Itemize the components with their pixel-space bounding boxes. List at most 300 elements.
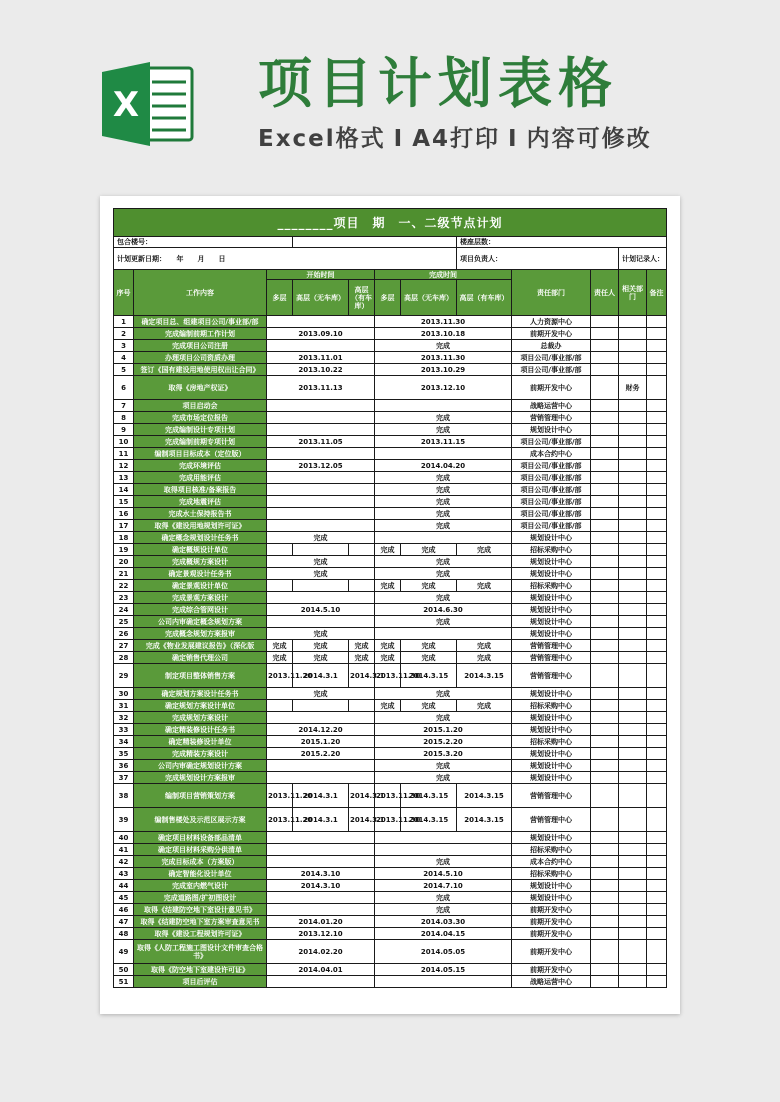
- finish-date-cell[interactable]: 2014.05.05: [375, 940, 512, 964]
- finish-date-cell[interactable]: 完成: [375, 472, 512, 484]
- related-dept-cell[interactable]: [619, 700, 647, 712]
- dept-cell[interactable]: 营销管理中心: [512, 412, 591, 424]
- work-item[interactable]: 项目后评估: [134, 976, 267, 988]
- note-cell[interactable]: [647, 724, 667, 736]
- note-cell[interactable]: [647, 712, 667, 724]
- work-item[interactable]: 确定概规设计单位: [134, 544, 267, 556]
- finish-date-cell[interactable]: 2013.11.30: [375, 352, 512, 364]
- related-dept-cell[interactable]: [619, 508, 647, 520]
- work-item[interactable]: 完成项目公司注册: [134, 340, 267, 352]
- dept-cell[interactable]: 规划设计中心: [512, 832, 591, 844]
- dept-cell[interactable]: 招标采购中心: [512, 700, 591, 712]
- owner-cell[interactable]: [591, 628, 619, 640]
- related-dept-cell[interactable]: [619, 316, 647, 328]
- finish-date-cell[interactable]: 完成: [401, 652, 457, 664]
- finish-date-cell[interactable]: 完成: [375, 544, 401, 556]
- work-item[interactable]: 完成编制前期专项计划: [134, 436, 267, 448]
- related-dept-cell[interactable]: [619, 748, 647, 760]
- start-date-cell[interactable]: [293, 544, 349, 556]
- start-date-cell[interactable]: 2014.02.20: [267, 940, 375, 964]
- start-date-cell[interactable]: 2013.11.13: [267, 376, 375, 400]
- dept-cell[interactable]: 前期开发中心: [512, 964, 591, 976]
- finish-date-cell[interactable]: [375, 532, 512, 544]
- dept-cell[interactable]: 规划设计中心: [512, 532, 591, 544]
- finish-date-cell[interactable]: 完成: [375, 616, 512, 628]
- owner-cell[interactable]: [591, 832, 619, 844]
- note-cell[interactable]: [647, 580, 667, 592]
- note-cell[interactable]: [647, 460, 667, 472]
- finish-date-cell[interactable]: 2015.2.20: [375, 736, 512, 748]
- work-item[interactable]: 完成室内燃气设计: [134, 880, 267, 892]
- related-dept-cell[interactable]: 财务: [619, 376, 647, 400]
- related-dept-cell[interactable]: [619, 400, 647, 412]
- finish-date-cell[interactable]: 完成: [375, 592, 512, 604]
- finish-date-cell[interactable]: 2015.3.20: [375, 748, 512, 760]
- note-cell[interactable]: [647, 436, 667, 448]
- finish-date-cell[interactable]: [375, 832, 512, 844]
- work-item[interactable]: 取得《防空地下室建设许可证》: [134, 964, 267, 976]
- owner-cell[interactable]: [591, 508, 619, 520]
- owner-cell[interactable]: [591, 328, 619, 340]
- start-date-cell[interactable]: [267, 508, 375, 520]
- finish-date-cell[interactable]: 2013.10.18: [375, 328, 512, 340]
- work-item[interactable]: 完成市场定位报告: [134, 412, 267, 424]
- start-date-cell[interactable]: 2014.04.01: [267, 964, 375, 976]
- owner-cell[interactable]: [591, 904, 619, 916]
- related-dept-cell[interactable]: [619, 880, 647, 892]
- owner-cell[interactable]: [591, 568, 619, 580]
- finish-date-cell[interactable]: 2013.11.30: [375, 664, 401, 688]
- work-item[interactable]: 项目启动会: [134, 400, 267, 412]
- note-cell[interactable]: [647, 640, 667, 652]
- note-cell[interactable]: [647, 856, 667, 868]
- finish-date-cell[interactable]: 2013.11.30: [375, 784, 401, 808]
- start-date-cell[interactable]: [267, 340, 375, 352]
- finish-date-cell[interactable]: [375, 844, 512, 856]
- note-cell[interactable]: [647, 616, 667, 628]
- related-dept-cell[interactable]: [619, 544, 647, 556]
- dept-cell[interactable]: 项目公司/事业部/部: [512, 460, 591, 472]
- start-date-cell[interactable]: [349, 580, 375, 592]
- owner-cell[interactable]: [591, 964, 619, 976]
- work-item[interactable]: 完成编制前期工作计划: [134, 328, 267, 340]
- start-date-cell[interactable]: 2013.12.10: [267, 928, 375, 940]
- start-date-cell[interactable]: 2014.01.20: [267, 916, 375, 928]
- start-date-cell[interactable]: [267, 472, 375, 484]
- finish-date-cell[interactable]: 完成: [375, 508, 512, 520]
- start-date-cell[interactable]: 完成: [267, 628, 375, 640]
- start-date-cell[interactable]: 2014.5.10: [267, 604, 375, 616]
- note-cell[interactable]: [647, 916, 667, 928]
- dept-cell[interactable]: 规划设计中心: [512, 592, 591, 604]
- owner-cell[interactable]: [591, 400, 619, 412]
- start-date-cell[interactable]: [267, 856, 375, 868]
- start-date-cell[interactable]: [267, 832, 375, 844]
- dept-cell[interactable]: 项目公司/事业部/部: [512, 484, 591, 496]
- dept-cell[interactable]: 招标采购中心: [512, 868, 591, 880]
- dept-cell[interactable]: 规划设计中心: [512, 424, 591, 436]
- dept-cell[interactable]: 项目公司/事业部/部: [512, 364, 591, 376]
- related-dept-cell[interactable]: [619, 964, 647, 976]
- dept-cell[interactable]: 前期开发中心: [512, 940, 591, 964]
- start-date-cell[interactable]: 完成: [349, 652, 375, 664]
- start-date-cell[interactable]: 2014.3.10: [267, 868, 375, 880]
- work-item[interactable]: 确定项目材料采购分供清单: [134, 844, 267, 856]
- start-date-cell[interactable]: 完成: [267, 556, 375, 568]
- dept-cell[interactable]: 营销管理中心: [512, 664, 591, 688]
- work-item[interactable]: 取得《结建防空地下室方案审查意见书: [134, 916, 267, 928]
- owner-cell[interactable]: [591, 724, 619, 736]
- start-date-cell[interactable]: [267, 760, 375, 772]
- related-dept-cell[interactable]: [619, 856, 647, 868]
- related-dept-cell[interactable]: [619, 772, 647, 784]
- start-date-cell[interactable]: 2013.11.05: [267, 436, 375, 448]
- start-date-cell[interactable]: [267, 904, 375, 916]
- owner-cell[interactable]: [591, 544, 619, 556]
- work-item[interactable]: 确定项目材料设备部品清单: [134, 832, 267, 844]
- related-dept-cell[interactable]: [619, 592, 647, 604]
- related-dept-cell[interactable]: [619, 436, 647, 448]
- note-cell[interactable]: [647, 484, 667, 496]
- work-item[interactable]: 完成景观方案设计: [134, 592, 267, 604]
- finish-date-cell[interactable]: 2014.7.10: [375, 880, 512, 892]
- related-dept-cell[interactable]: [619, 532, 647, 544]
- note-cell[interactable]: [647, 868, 667, 880]
- dept-cell[interactable]: 规划设计中心: [512, 724, 591, 736]
- owner-cell[interactable]: [591, 448, 619, 460]
- work-item[interactable]: 完成道路图/扩初图设计: [134, 892, 267, 904]
- note-cell[interactable]: [647, 328, 667, 340]
- note-cell[interactable]: [647, 832, 667, 844]
- work-item[interactable]: 完成目标成本（方案版）: [134, 856, 267, 868]
- work-item[interactable]: 制定项目整体销售方案: [134, 664, 267, 688]
- work-item[interactable]: 办理项目公司资质办理: [134, 352, 267, 364]
- note-cell[interactable]: [647, 412, 667, 424]
- dept-cell[interactable]: 前期开发中心: [512, 928, 591, 940]
- work-item[interactable]: 完成《物业发展建议报告》（深化版: [134, 640, 267, 652]
- finish-date-cell[interactable]: 完成: [375, 652, 401, 664]
- start-date-cell[interactable]: 完成: [293, 640, 349, 652]
- owner-cell[interactable]: [591, 880, 619, 892]
- note-cell[interactable]: [647, 340, 667, 352]
- owner-cell[interactable]: [591, 712, 619, 724]
- finish-date-cell[interactable]: 完成: [375, 688, 512, 700]
- related-dept-cell[interactable]: [619, 892, 647, 904]
- related-dept-cell[interactable]: [619, 568, 647, 580]
- start-date-cell[interactable]: 完成: [267, 568, 375, 580]
- dept-cell[interactable]: 项目公司/事业部/部: [512, 436, 591, 448]
- start-date-cell[interactable]: [267, 484, 375, 496]
- owner-cell[interactable]: [591, 604, 619, 616]
- finish-date-cell[interactable]: [375, 400, 512, 412]
- finish-date-cell[interactable]: [375, 628, 512, 640]
- finish-date-cell[interactable]: 完成: [375, 580, 401, 592]
- finish-date-cell[interactable]: 2013.10.29: [375, 364, 512, 376]
- start-date-cell[interactable]: 2014.3.1: [293, 784, 349, 808]
- note-cell[interactable]: [647, 892, 667, 904]
- start-date-cell[interactable]: 完成: [349, 640, 375, 652]
- start-date-cell[interactable]: [349, 700, 375, 712]
- dept-cell[interactable]: 项目公司/事业部/部: [512, 520, 591, 532]
- start-date-cell[interactable]: [267, 700, 293, 712]
- owner-cell[interactable]: [591, 460, 619, 472]
- owner-cell[interactable]: [591, 520, 619, 532]
- note-cell[interactable]: [647, 904, 667, 916]
- note-cell[interactable]: [647, 964, 667, 976]
- dept-cell[interactable]: 项目公司/事业部/部: [512, 496, 591, 508]
- finish-date-cell[interactable]: [375, 448, 512, 460]
- finish-date-cell[interactable]: 2013.11.15: [375, 436, 512, 448]
- work-item[interactable]: 确定精装修设计单位: [134, 736, 267, 748]
- finish-date-cell[interactable]: 2014.3.15: [457, 808, 512, 832]
- dept-cell[interactable]: 规划设计中心: [512, 892, 591, 904]
- finish-date-cell[interactable]: 完成: [457, 652, 512, 664]
- finish-date-cell[interactable]: 2015.1.20: [375, 724, 512, 736]
- note-cell[interactable]: [647, 760, 667, 772]
- start-date-cell[interactable]: [267, 412, 375, 424]
- dept-cell[interactable]: 营销管理中心: [512, 652, 591, 664]
- related-dept-cell[interactable]: [619, 412, 647, 424]
- finish-date-cell[interactable]: 2014.3.15: [401, 664, 457, 688]
- start-date-cell[interactable]: 2013.11.01: [267, 352, 375, 364]
- start-date-cell[interactable]: [267, 592, 375, 604]
- finish-date-cell[interactable]: 完成: [375, 424, 512, 436]
- finish-date-cell[interactable]: 完成: [375, 772, 512, 784]
- work-item[interactable]: 完成环境评估: [134, 460, 267, 472]
- related-dept-cell[interactable]: [619, 688, 647, 700]
- finish-date-cell[interactable]: 完成: [375, 520, 512, 532]
- related-dept-cell[interactable]: [619, 928, 647, 940]
- related-dept-cell[interactable]: [619, 652, 647, 664]
- owner-cell[interactable]: [591, 532, 619, 544]
- start-date-cell[interactable]: 2014.3.1: [293, 664, 349, 688]
- dept-cell[interactable]: 前期开发中心: [512, 904, 591, 916]
- owner-cell[interactable]: [591, 340, 619, 352]
- note-cell[interactable]: [647, 544, 667, 556]
- owner-cell[interactable]: [591, 580, 619, 592]
- work-item[interactable]: 取得项目核准/备案报告: [134, 484, 267, 496]
- finish-date-cell[interactable]: 完成: [375, 856, 512, 868]
- work-item[interactable]: 取得《人防工程施工图设计文件审查合格书》: [134, 940, 267, 964]
- finish-date-cell[interactable]: 完成: [375, 484, 512, 496]
- finish-date-cell[interactable]: 完成: [375, 904, 512, 916]
- note-cell[interactable]: [647, 664, 667, 688]
- dept-cell[interactable]: 战略运营中心: [512, 400, 591, 412]
- related-dept-cell[interactable]: [619, 352, 647, 364]
- owner-cell[interactable]: [591, 892, 619, 904]
- dept-cell[interactable]: 项目公司/事业部/部: [512, 472, 591, 484]
- related-dept-cell[interactable]: [619, 448, 647, 460]
- work-item[interactable]: 编制售楼处及示范区展示方案: [134, 808, 267, 832]
- start-date-cell[interactable]: [267, 772, 375, 784]
- owner-cell[interactable]: [591, 652, 619, 664]
- start-date-cell[interactable]: 完成: [293, 652, 349, 664]
- note-cell[interactable]: [647, 736, 667, 748]
- dept-cell[interactable]: 前期开发中心: [512, 916, 591, 928]
- finish-date-cell[interactable]: 完成: [375, 892, 512, 904]
- note-cell[interactable]: [647, 880, 667, 892]
- start-date-cell[interactable]: [267, 712, 375, 724]
- owner-cell[interactable]: [591, 868, 619, 880]
- related-dept-cell[interactable]: [619, 904, 647, 916]
- related-dept-cell[interactable]: [619, 640, 647, 652]
- owner-cell[interactable]: [591, 940, 619, 964]
- finish-date-cell[interactable]: 完成: [457, 640, 512, 652]
- start-date-cell[interactable]: 2014.3.1: [349, 664, 375, 688]
- owner-cell[interactable]: [591, 484, 619, 496]
- work-item[interactable]: 签订《国有建设用地使用权出让合同》: [134, 364, 267, 376]
- dept-cell[interactable]: 规划设计中心: [512, 604, 591, 616]
- owner-cell[interactable]: [591, 856, 619, 868]
- dept-cell[interactable]: 战略运营中心: [512, 976, 591, 988]
- work-item[interactable]: 取得《结建防空地下室设计意见书》: [134, 904, 267, 916]
- finish-date-cell[interactable]: 2014.03.30: [375, 916, 512, 928]
- note-cell[interactable]: [647, 592, 667, 604]
- work-item[interactable]: 确定规划方案设计单位: [134, 700, 267, 712]
- start-date-cell[interactable]: [267, 424, 375, 436]
- owner-cell[interactable]: [591, 772, 619, 784]
- work-item[interactable]: 确定景观设计单位: [134, 580, 267, 592]
- work-item[interactable]: 公司内审确定概念规划方案: [134, 616, 267, 628]
- start-date-cell[interactable]: 完成: [267, 652, 293, 664]
- owner-cell[interactable]: [591, 760, 619, 772]
- note-cell[interactable]: [647, 568, 667, 580]
- start-date-cell[interactable]: [349, 544, 375, 556]
- work-item[interactable]: 完成水土保持报告书: [134, 508, 267, 520]
- note-cell[interactable]: [647, 940, 667, 964]
- start-date-cell[interactable]: 2015.1.20: [267, 736, 375, 748]
- note-cell[interactable]: [647, 472, 667, 484]
- finish-date-cell[interactable]: 2014.6.30: [375, 604, 512, 616]
- dept-cell[interactable]: 前期开发中心: [512, 328, 591, 340]
- related-dept-cell[interactable]: [619, 832, 647, 844]
- owner-cell[interactable]: [591, 616, 619, 628]
- start-date-cell[interactable]: 完成: [267, 532, 375, 544]
- dept-cell[interactable]: 招标采购中心: [512, 736, 591, 748]
- related-dept-cell[interactable]: [619, 628, 647, 640]
- owner-cell[interactable]: [591, 844, 619, 856]
- dept-cell[interactable]: 规划设计中心: [512, 748, 591, 760]
- start-date-cell[interactable]: 2015.2.20: [267, 748, 375, 760]
- finish-date-cell[interactable]: 完成: [457, 544, 512, 556]
- finish-date-cell[interactable]: 2014.3.15: [401, 808, 457, 832]
- work-item[interactable]: 完成概规方案设计: [134, 556, 267, 568]
- dept-cell[interactable]: 规划设计中心: [512, 688, 591, 700]
- dept-cell[interactable]: 规划设计中心: [512, 760, 591, 772]
- owner-cell[interactable]: [591, 424, 619, 436]
- start-date-cell[interactable]: [293, 580, 349, 592]
- finish-date-cell[interactable]: 2014.04.15: [375, 928, 512, 940]
- note-cell[interactable]: [647, 448, 667, 460]
- start-date-cell[interactable]: 2013.11.20: [267, 664, 293, 688]
- related-dept-cell[interactable]: [619, 736, 647, 748]
- finish-date-cell[interactable]: 完成: [375, 712, 512, 724]
- owner-cell[interactable]: [591, 376, 619, 400]
- related-dept-cell[interactable]: [619, 364, 647, 376]
- related-dept-cell[interactable]: [619, 868, 647, 880]
- related-dept-cell[interactable]: [619, 616, 647, 628]
- owner-cell[interactable]: [591, 556, 619, 568]
- work-item[interactable]: 确定智能化设计单位: [134, 868, 267, 880]
- related-dept-cell[interactable]: [619, 784, 647, 808]
- note-cell[interactable]: [647, 400, 667, 412]
- note-cell[interactable]: [647, 316, 667, 328]
- finish-date-cell[interactable]: 2013.12.10: [375, 376, 512, 400]
- work-item[interactable]: 完成规划方案设计: [134, 712, 267, 724]
- related-dept-cell[interactable]: [619, 844, 647, 856]
- work-item[interactable]: 完成概念规划方案报审: [134, 628, 267, 640]
- finish-date-cell[interactable]: 完成: [375, 412, 512, 424]
- note-cell[interactable]: [647, 772, 667, 784]
- work-item[interactable]: 完成编制设计专项计划: [134, 424, 267, 436]
- finish-date-cell[interactable]: 完成: [401, 640, 457, 652]
- work-item[interactable]: 取得《建设用地规划许可证》: [134, 520, 267, 532]
- note-cell[interactable]: [647, 628, 667, 640]
- finish-date-cell[interactable]: 完成: [401, 700, 457, 712]
- start-date-cell[interactable]: 2013.12.05: [267, 460, 375, 472]
- finish-date-cell[interactable]: 完成: [375, 760, 512, 772]
- dept-cell[interactable]: 规划设计中心: [512, 556, 591, 568]
- related-dept-cell[interactable]: [619, 424, 647, 436]
- start-date-cell[interactable]: 2014.3.1: [293, 808, 349, 832]
- start-date-cell[interactable]: [267, 448, 375, 460]
- note-cell[interactable]: [647, 424, 667, 436]
- note-cell[interactable]: [647, 748, 667, 760]
- related-dept-cell[interactable]: [619, 472, 647, 484]
- related-dept-cell[interactable]: [619, 520, 647, 532]
- dept-cell[interactable]: 规划设计中心: [512, 712, 591, 724]
- work-item[interactable]: 完成地震评估: [134, 496, 267, 508]
- start-date-cell[interactable]: 完成: [267, 640, 293, 652]
- dept-cell[interactable]: 营销管理中心: [512, 808, 591, 832]
- start-date-cell[interactable]: [267, 844, 375, 856]
- finish-date-cell[interactable]: 完成: [401, 580, 457, 592]
- related-dept-cell[interactable]: [619, 916, 647, 928]
- finish-date-cell[interactable]: 完成: [457, 700, 512, 712]
- start-date-cell[interactable]: [267, 400, 375, 412]
- note-cell[interactable]: [647, 784, 667, 808]
- owner-cell[interactable]: [591, 364, 619, 376]
- work-item[interactable]: 确定规划方案设计任务书: [134, 688, 267, 700]
- finish-date-cell[interactable]: 2014.3.15: [457, 784, 512, 808]
- work-item[interactable]: 确定销售代理公司: [134, 652, 267, 664]
- note-cell[interactable]: [647, 808, 667, 832]
- finish-date-cell[interactable]: 完成: [457, 580, 512, 592]
- owner-cell[interactable]: [591, 640, 619, 652]
- owner-cell[interactable]: [591, 808, 619, 832]
- start-date-cell[interactable]: [267, 976, 375, 988]
- dept-cell[interactable]: 营销管理中心: [512, 784, 591, 808]
- finish-date-cell[interactable]: 2014.5.10: [375, 868, 512, 880]
- start-date-cell[interactable]: 2014.3.1: [349, 784, 375, 808]
- start-date-cell[interactable]: [293, 700, 349, 712]
- finish-date-cell[interactable]: 完成: [375, 340, 512, 352]
- finish-date-cell[interactable]: 2013.11.30: [375, 808, 401, 832]
- start-date-cell[interactable]: 2014.12.20: [267, 724, 375, 736]
- note-cell[interactable]: [647, 844, 667, 856]
- related-dept-cell[interactable]: [619, 328, 647, 340]
- note-cell[interactable]: [647, 508, 667, 520]
- work-item[interactable]: 编制项目目标成本（定位版）: [134, 448, 267, 460]
- note-cell[interactable]: [647, 364, 667, 376]
- work-item[interactable]: 确定精装修设计任务书: [134, 724, 267, 736]
- dept-cell[interactable]: 规划设计中心: [512, 616, 591, 628]
- owner-cell[interactable]: [591, 352, 619, 364]
- start-date-cell[interactable]: [267, 616, 375, 628]
- finish-date-cell[interactable]: 完成: [375, 496, 512, 508]
- finish-date-cell[interactable]: 完成: [401, 544, 457, 556]
- dept-cell[interactable]: 营销管理中心: [512, 640, 591, 652]
